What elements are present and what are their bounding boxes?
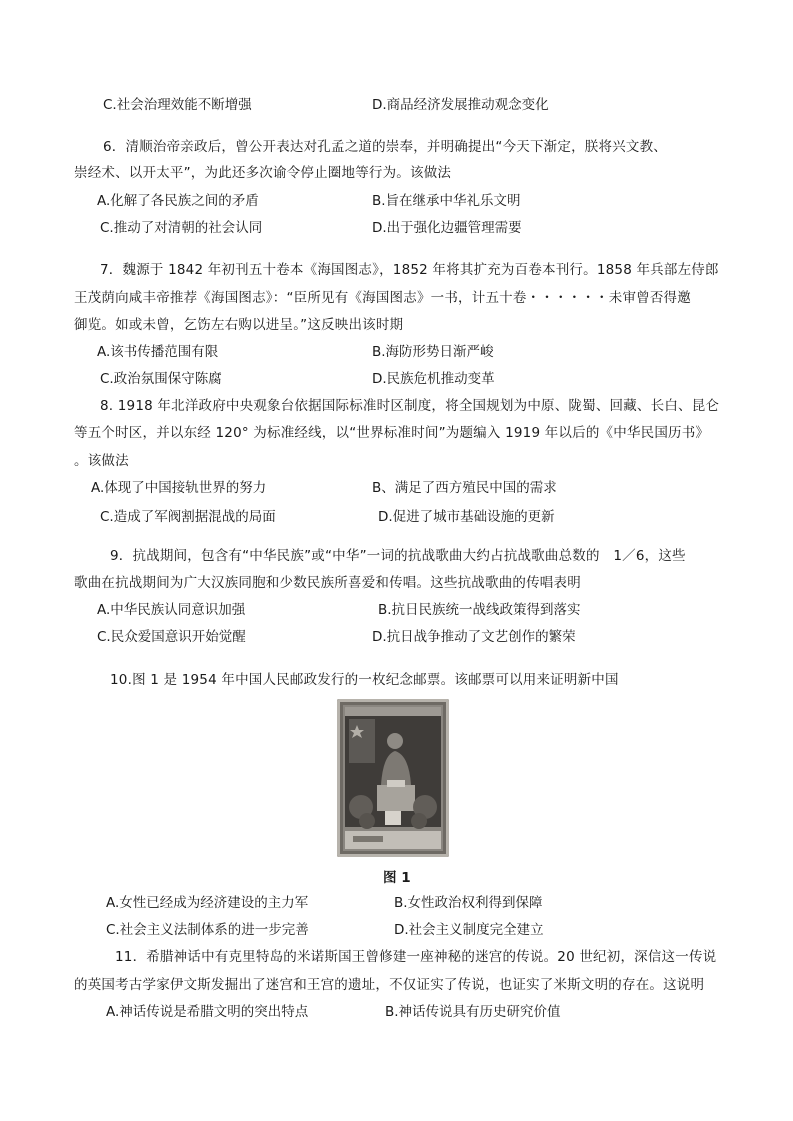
q6-option-a: A.化解了各民族之间的矛盾 <box>97 193 259 209</box>
q6-stem-line2: 崇经术、以开太平”，为此还多次谕令停止圈地等行为。该做法 <box>74 165 452 181</box>
q7-option-b: B.海防形势日渐严峻 <box>372 344 494 360</box>
q10-stem-line1: 10.图 1 是 1954 年中国人民邮政发行的一枚纪念邮票。该邮票可以用来证明新中国 <box>110 672 619 688</box>
q6-stem-line1: 6．清顺治帝亲政后，曾公开表达对孔孟之道的崇奉，并明确提出“今天下渐定，朕将兴文教、 <box>103 139 667 155</box>
q8-option-b: B、满足了西方殖民中国的需求 <box>372 480 557 496</box>
q6-option-c: C.推动了对清朝的社会认同 <box>100 220 263 236</box>
q9-option-b: B.抗日民族统一战线政策得到落实 <box>378 602 581 618</box>
q10-option-a: A.女性已经成为经济建设的主力军 <box>106 895 309 911</box>
figure-caption: 图 1 <box>383 870 411 886</box>
q8-option-a: A.体现了中国接轨世界的努力 <box>91 480 267 496</box>
q9-stem-line2: 歌曲在抗战期间为广大汉族同胞和少数民族所喜爱和传唱。这些抗战歌曲的传唱表明 <box>74 575 581 591</box>
q10-option-d: D.社会主义制度完全建立 <box>394 922 544 938</box>
q11-stem-line1: 11．希腊神话中有克里特岛的米诺斯国王曾修建一座神秘的迷宫的传说。20 世纪初，深信这一传说 <box>115 949 717 965</box>
q6-option-b: B.旨在继承中华礼乐文明 <box>372 193 521 209</box>
q9-option-a: A.中华民族认同意识加强 <box>97 602 246 618</box>
q8-option-d: D.促进了城市基础设施的更新 <box>378 509 555 525</box>
q5-option-d: D.商品经济发展推动观念变化 <box>372 97 549 113</box>
q8-stem-line1: 8. 1918 年北洋政府中央观象台依据国际标准时区制度，将全国规划为中原、陇蜀、回藏、长白、昆仑 <box>100 398 720 414</box>
commemorative-stamp-image <box>337 699 449 857</box>
q5-option-c: C.社会治理效能不断增强 <box>103 97 252 113</box>
q9-option-c: C.民众爱国意识开始觉醒 <box>97 629 246 645</box>
q7-stem-line2: 王茂荫向咸丰帝推荐《海国图志》：“臣所见有《海国图志》一书，计五十卷・・・・・・未审曾否得邀 <box>74 290 691 306</box>
q11-option-a: A.神话传说是希腊文明的突出特点 <box>106 1004 309 1020</box>
q7-option-a: A.该书传播范围有限 <box>97 344 219 360</box>
q7-option-c: C.政治氛围保守陈腐 <box>100 371 222 387</box>
q11-stem-line2: 的英国考古学家伊文斯发掘出了迷宫和王宫的遗址，不仅证实了传说，也证实了米斯文明的存在。这说明 <box>74 977 705 993</box>
q9-stem-line1: 9．抗战期间，包含有“中华民族”或“中华”一词的抗战歌曲大约占抗战歌曲总数的 1／6，这些 <box>110 548 686 564</box>
q10-option-b: B.女性政治权利得到保障 <box>394 895 543 911</box>
stamp-illustration <box>337 699 449 857</box>
q8-stem-line3: 。该做法 <box>74 453 129 469</box>
q7-stem-line1: 7．魏源于 1842 年初刊五十卷本《海国图志》，1852 年将其扩充为百卷本刊行。1858 年兵部左侍郎 <box>100 262 719 278</box>
q7-option-d: D.民族危机推动变革 <box>372 371 495 387</box>
q9-option-d: D.抗日战争推动了文艺创作的繁荣 <box>372 629 576 645</box>
q7-stem-line3: 御览。如或未曾，乞饬左右购以进呈。”这反映出该时期 <box>74 317 404 333</box>
q6-option-d: D.出于强化边疆管理需要 <box>372 220 522 236</box>
q8-option-c: C.造成了军阀割据混战的局面 <box>100 509 276 525</box>
q11-option-b: B.神话传说具有历史研究价值 <box>385 1004 561 1020</box>
q8-stem-line2: 等五个时区，并以东经 120° 为标准经线，以“世界标准时间”为题编入 1919 年以后的《中华民国历书》 <box>74 425 710 441</box>
q10-option-c: C.社会主义法制体系的进一步完善 <box>106 922 309 938</box>
